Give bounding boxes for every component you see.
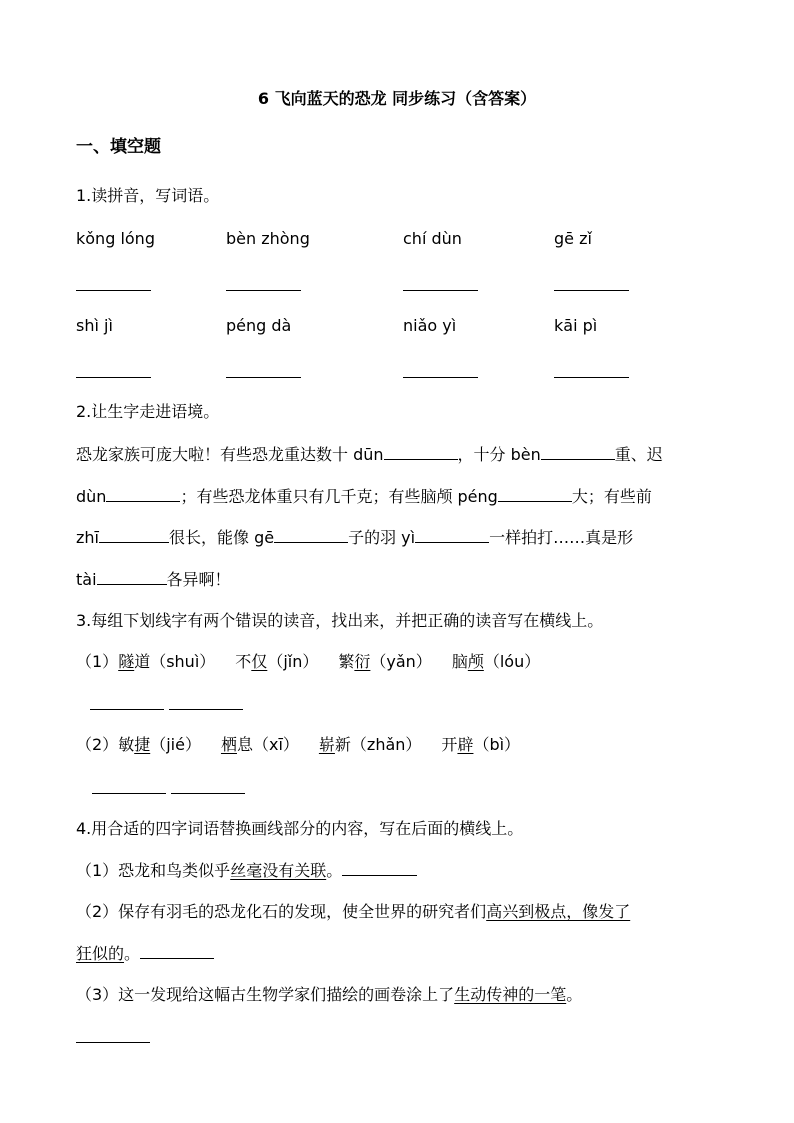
q1-answer-blank-5[interactable] (76, 361, 151, 384)
q2-text: ；有些恐龙体重只有几千克；有些脑颅 péng (180, 487, 498, 506)
page-title: 6 飞向蓝天的恐龙 同步练习（含答案） (257, 89, 537, 108)
q4-text: （2）保存有羽毛的恐龙化石的发现，使全世界的研究者们 (76, 902, 487, 921)
q3-prompt: 3.每组下划线字有两个错误的读音，找出来，并把正确的读音写在横线上。 (76, 611, 604, 630)
q3-text: 脑 (451, 652, 468, 671)
q3-text: （bì） (473, 735, 521, 754)
q2-blank-peng[interactable] (498, 485, 572, 502)
q1-answer-blank-1[interactable] (76, 274, 151, 297)
q2-text: 重、迟 (614, 445, 663, 464)
q4-text: （3）这一发现给这幅古生物学家们描绘的画卷涂上了 (76, 985, 455, 1004)
q4-answer-blank[interactable] (342, 859, 417, 876)
q1-answer-blank-6[interactable] (226, 361, 301, 384)
q2-text: 各异啊！ (166, 570, 231, 589)
q3-answer-blank[interactable] (169, 693, 243, 710)
q4-sentence-2 (76, 901, 630, 923)
q2-text: ，十分 bèn (457, 445, 541, 464)
q1-answer-blank-2[interactable] (226, 274, 301, 297)
q2-blank-yi[interactable] (415, 526, 489, 543)
q1-answer-blank-7[interactable] (403, 361, 478, 384)
q2-text: 大；有些前 (571, 487, 652, 506)
q4-underlined-phrase: 狂似的 (76, 944, 125, 963)
q2-line-2 (76, 485, 652, 508)
q2-line-4 (76, 568, 231, 591)
q3-group-2-answers[interactable] (92, 777, 245, 800)
q3-answer-blank[interactable] (92, 777, 166, 794)
q4-text: （1）恐龙和鸟类似乎 (76, 861, 231, 880)
q4-text: 。 (326, 861, 343, 880)
q4-answer-blank[interactable] (140, 942, 214, 959)
q3-underlined-char: 仅 (251, 652, 268, 671)
q1-pinyin-2: bèn zhòng (226, 229, 310, 248)
q3-underlined-char: 栖 (220, 735, 237, 754)
q3-group-1 (76, 651, 540, 673)
q2-text: tài (76, 570, 97, 589)
q1-pinyin-6: péng dà (226, 316, 292, 335)
q4-sentence-3 (76, 984, 582, 1006)
q2-blank-ben[interactable] (541, 443, 615, 460)
q3-text: 敏 (118, 735, 135, 754)
q2-blank-zhi[interactable] (99, 526, 169, 543)
q1-prompt: 1.读拼音，写词语。 (76, 186, 220, 205)
q1-pinyin-1: kǒng lóng (76, 229, 155, 248)
q3-text: （lóu） (483, 652, 541, 671)
q4-underlined-phrase: 高兴到极点，像发了 (486, 902, 631, 921)
q3-text: 新（zhǎn） (334, 735, 422, 754)
q2-text: 一样拍打……真是形 (489, 528, 634, 547)
q3-group-2 (76, 734, 520, 756)
q3-text: 不 (235, 652, 252, 671)
section-heading-fill-blank: 一、填空题 (76, 137, 161, 157)
q3-underlined-char: 颅 (467, 652, 484, 671)
q3-text: （yǎn） (370, 652, 432, 671)
q2-blank-tai[interactable] (97, 568, 167, 585)
q4-prompt: 4.用合适的四字词语替换画线部分的内容，写在后面的横线上。 (76, 819, 524, 838)
q4-sentence-2-cont (76, 942, 214, 965)
q3-text: 繁 (338, 652, 355, 671)
q3-text: 息（xī） (236, 735, 299, 754)
q3-text: 开 (441, 735, 458, 754)
q2-line-1 (76, 443, 663, 466)
q2-blank-dun[interactable] (384, 443, 458, 460)
q1-answer-blank-8[interactable] (554, 361, 629, 384)
q4-sentence-1 (76, 859, 417, 882)
q2-text: zhī (76, 528, 99, 547)
q3-text: （jǐn） (267, 652, 319, 671)
q1-answer-blank-4[interactable] (554, 274, 629, 297)
q4-answer-blank-3[interactable] (76, 1026, 150, 1049)
q3-group-1-answers[interactable] (90, 693, 243, 716)
q2-text: dùn (76, 487, 107, 506)
q1-pinyin-5: shì jì (76, 316, 113, 335)
q2-line-3 (76, 526, 633, 549)
q3-group-number: （2） (76, 735, 119, 754)
q3-underlined-char: 捷 (134, 735, 151, 754)
q3-text: （jié） (150, 735, 201, 754)
q2-text: 恐龙家族可庞大啦！有些恐龙重达数十 dūn (76, 445, 384, 464)
q4-underlined-phrase: 丝毫没有关联 (230, 861, 327, 880)
q2-prompt: 2.让生字走进语境。 (76, 402, 220, 421)
q2-blank-ge[interactable] (274, 526, 348, 543)
q3-underlined-char: 隧 (118, 652, 135, 671)
q3-underlined-char: 辟 (457, 735, 474, 754)
q3-underlined-char: 衍 (354, 652, 371, 671)
q4-text: 。 (124, 944, 141, 963)
q1-pinyin-8: kāi pì (554, 316, 598, 335)
q1-pinyin-7: niǎo yì (403, 316, 457, 335)
q3-underlined-char: 崭 (318, 735, 335, 754)
q3-group-number: （1） (76, 652, 119, 671)
q2-blank-chidun[interactable] (106, 485, 180, 502)
q2-text: 很长，能像 gē (168, 528, 275, 547)
q1-pinyin-4: gē zǐ (554, 229, 592, 248)
q3-answer-blank[interactable] (90, 693, 164, 710)
q1-answer-blank-3[interactable] (403, 274, 478, 297)
q4-underlined-phrase: 生动传神的一笔 (454, 985, 567, 1004)
q1-pinyin-3: chí dùn (403, 229, 462, 248)
q3-text: 道（shuì） (134, 652, 216, 671)
q2-text: 子的羽 yì (348, 528, 416, 547)
q4-text: 。 (566, 985, 583, 1004)
q3-answer-blank[interactable] (171, 777, 245, 794)
